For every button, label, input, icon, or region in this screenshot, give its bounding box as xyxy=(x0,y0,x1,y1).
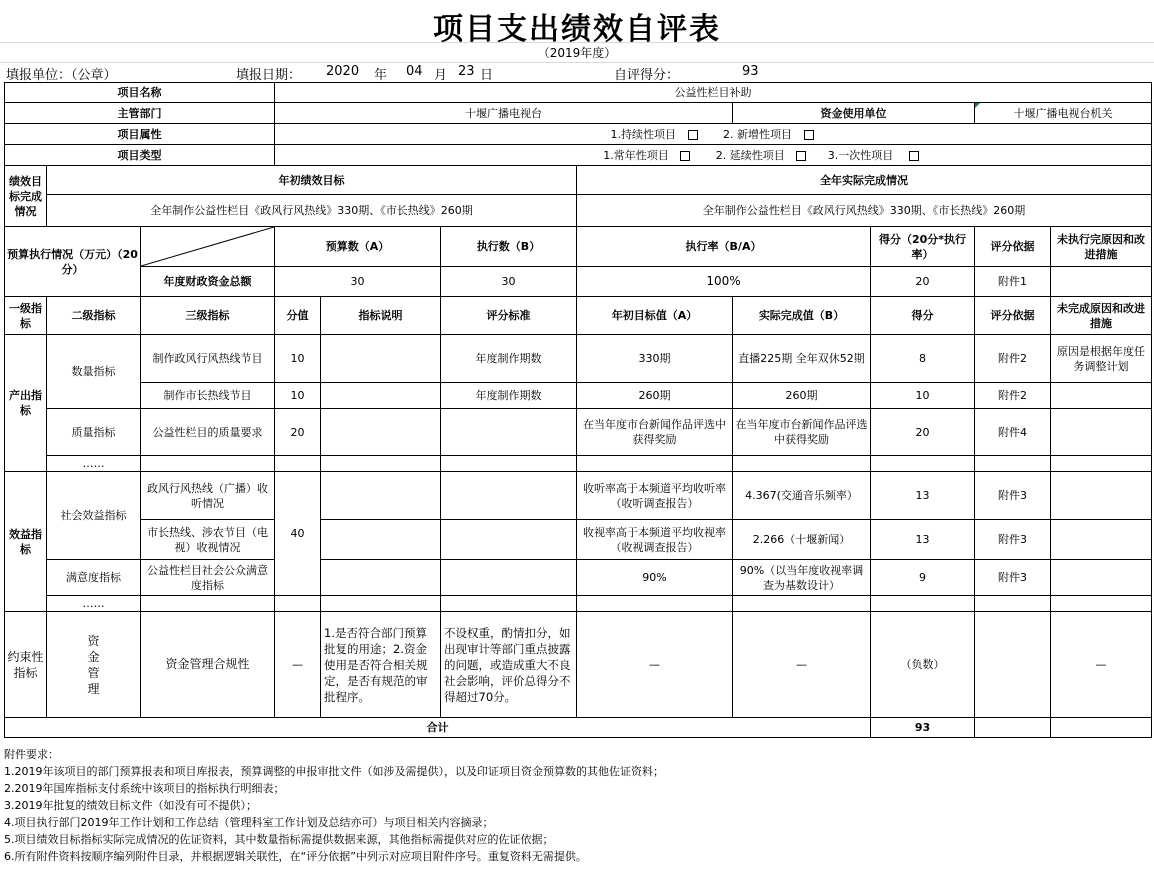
target-cell[interactable]: 在当年度市台新闻作品评选中获得奖励 xyxy=(577,409,733,456)
actual-cell[interactable]: 在当年度市台新闻作品评选中获得奖励 xyxy=(733,409,871,456)
project-name-label: 项目名称 xyxy=(5,83,275,103)
points-cell[interactable]: — xyxy=(275,612,321,718)
initial-goal-text[interactable]: 全年制作公益性栏目《政风行风热线》330期、《市长热线》260期 xyxy=(47,195,577,227)
budget-amount-value[interactable]: 30 xyxy=(275,267,441,297)
type-option-onetime: 3.一次性项目 xyxy=(827,148,894,162)
project-type-label: 项目类型 xyxy=(5,145,275,166)
basis-cell[interactable]: 附件3 xyxy=(975,520,1051,560)
total-reason-cell[interactable] xyxy=(1051,718,1152,738)
points-cell[interactable]: 40 xyxy=(275,472,321,596)
page-title: 项目支出绩效自评表 xyxy=(433,12,721,47)
standard-cell[interactable] xyxy=(441,472,577,520)
empty-cell[interactable] xyxy=(733,596,871,612)
goal-header-row xyxy=(5,166,1152,195)
basis-header: 评分依据 xyxy=(975,297,1051,335)
satisfaction-indicator-label: 满意度指标 xyxy=(47,560,141,596)
level3-cell[interactable]: 政风行风热线（广播）收听情况 xyxy=(141,472,275,520)
standard-header: 评分标准 xyxy=(441,297,577,335)
basis-cell[interactable] xyxy=(975,612,1051,718)
type-option-annual: 1.常年性项目 xyxy=(603,148,669,162)
empty-cell[interactable] xyxy=(275,456,321,472)
empty-cell[interactable] xyxy=(141,596,275,612)
basis-cell[interactable]: 附件2 xyxy=(975,335,1051,383)
attachment-notes xyxy=(4,746,664,865)
fund-unit-value-text: 十堰广播电视台机关 xyxy=(1013,106,1113,120)
actual-cell[interactable]: 2.266（十堰新闻） xyxy=(733,520,871,560)
fiscal-year: （2019年度） xyxy=(537,46,617,60)
basis-cell[interactable]: 附件3 xyxy=(975,472,1051,520)
executed-amount-header: 执行数（B） xyxy=(441,227,577,267)
execution-rate-value[interactable]: 100% xyxy=(577,267,871,297)
note-item: 2.2019年国库指标支付系统中该项目的指标执行明细表； xyxy=(4,782,285,795)
level3-cell[interactable]: 制作政风行风热线节目 xyxy=(141,335,275,383)
type-annual-checkbox[interactable] xyxy=(680,151,690,161)
score-cell[interactable]: 9 xyxy=(871,560,975,596)
fund-management-label: 资金管理 xyxy=(47,612,141,718)
total-row xyxy=(5,718,1152,738)
reason-cell[interactable] xyxy=(1051,560,1152,596)
actual-cell[interactable]: — xyxy=(733,612,871,718)
description-cell[interactable] xyxy=(321,520,441,560)
actual-completion-text[interactable]: 全年制作公益性栏目《政风行风热线》330期、《市长热线》260期 xyxy=(577,195,1152,227)
table-row xyxy=(5,335,1152,383)
table-row xyxy=(5,520,1152,560)
reason-cell[interactable] xyxy=(1051,520,1152,560)
actual-header: 实际完成值（B） xyxy=(733,297,871,335)
actual-cell[interactable]: 4.367(交通音乐频率） xyxy=(733,472,871,520)
date-month-unit: 月 xyxy=(434,68,448,83)
budget-basis-header: 评分依据 xyxy=(975,227,1051,267)
target-cell[interactable]: 收视率高于本频道平均收视率（收视调查报告） xyxy=(577,520,733,560)
empty-cell[interactable] xyxy=(321,596,441,612)
reason-header: 未完成原因和改进措施 xyxy=(1051,297,1152,335)
points-cell[interactable]: 10 xyxy=(275,383,321,409)
empty-cell[interactable] xyxy=(441,456,577,472)
attr-option-continuing: 1.持续性项目 xyxy=(610,127,677,141)
budget-score-value[interactable]: 20 xyxy=(871,267,975,297)
indicator-header-row xyxy=(5,297,1152,335)
attr-new-checkbox[interactable] xyxy=(804,130,814,140)
fund-unit-label xyxy=(733,103,975,124)
standard-cell[interactable] xyxy=(441,520,577,560)
empty-cell[interactable] xyxy=(1051,456,1152,472)
standard-cell[interactable] xyxy=(441,409,577,456)
annual-fund-total-label: 年度财政资金总额 xyxy=(141,267,275,297)
department-row xyxy=(5,103,1152,124)
budget-header-row xyxy=(5,227,1152,267)
table-row xyxy=(5,596,1152,612)
level3-cell[interactable]: 制作市长热线节目 xyxy=(141,383,275,409)
table-row xyxy=(5,612,1152,718)
points-header: 分值 xyxy=(275,297,321,335)
target-cell[interactable]: 90% xyxy=(577,560,733,596)
project-type-row xyxy=(5,145,1152,166)
table-row xyxy=(5,472,1152,520)
level3-cell[interactable]: 公益性栏目的质量要求 xyxy=(141,409,275,456)
score-header: 得分 xyxy=(871,297,975,335)
description-cell[interactable] xyxy=(321,335,441,383)
reason-cell[interactable] xyxy=(1051,409,1152,456)
budget-reason-value[interactable] xyxy=(1051,267,1152,297)
date-month: 04 xyxy=(406,64,423,79)
total-label: 合计 xyxy=(5,718,871,738)
budget-value-row xyxy=(5,267,1152,297)
diagonal-header-cell xyxy=(141,227,275,267)
table-row xyxy=(5,456,1152,472)
effect-ellipsis: …… xyxy=(47,596,141,612)
budget-reason-header: 未执行完原因和改进措施 xyxy=(1051,227,1152,267)
basis-cell[interactable]: 附件3 xyxy=(975,560,1051,596)
empty-cell[interactable] xyxy=(733,456,871,472)
target-cell[interactable]: 330期 xyxy=(577,335,733,383)
constraint-level1-label: 约束性指标 xyxy=(5,612,47,718)
level2-header: 二级指标 xyxy=(47,297,141,335)
sheet-gridline xyxy=(0,62,1154,63)
target-cell[interactable]: — xyxy=(577,612,733,718)
standard-cell[interactable]: 不设权重，酌情扣分，如出现审计等部门重点披露的问题，或造成重大不良社会影响，评价总得分不得超过70分。 xyxy=(441,612,577,718)
empty-cell[interactable] xyxy=(577,456,733,472)
empty-cell[interactable] xyxy=(871,596,975,612)
empty-cell[interactable] xyxy=(321,456,441,472)
score-cell[interactable]: 8 xyxy=(871,335,975,383)
effect-level1-label: 效益指标 xyxy=(5,472,47,612)
basis-cell[interactable]: 附件2 xyxy=(975,383,1051,409)
actual-cell[interactable]: 260期 xyxy=(733,383,871,409)
score-cell[interactable]: 20 xyxy=(871,409,975,456)
table-row xyxy=(5,383,1152,409)
actual-cell[interactable]: 90%（以当年度收视率调查为基数设计） xyxy=(733,560,871,596)
goal-content-row xyxy=(5,195,1152,227)
evaluation-table xyxy=(4,82,1152,738)
description-cell[interactable] xyxy=(321,472,441,520)
project-attribute-row xyxy=(5,124,1152,145)
note-item: 4.项目执行部门2019年工作计划和工作总结（管理科室工作计划及总结亦可）与项目相关内容摘录； xyxy=(4,816,494,829)
project-name-value[interactable]: 公益性栏目补助 xyxy=(275,83,1152,103)
description-cell[interactable]: 1.是否符合部门预算批复的用途；2.资金使用是否符合相关规定，是否有规范的审批程序。 xyxy=(321,612,441,718)
empty-cell[interactable] xyxy=(975,596,1051,612)
date-day: 23 xyxy=(458,64,475,79)
attr-continuing-checkbox[interactable] xyxy=(688,130,698,140)
date-year: 2020 xyxy=(326,64,360,79)
score-cell[interactable]: 13 xyxy=(871,520,975,560)
date-day-unit: 日 xyxy=(480,68,494,83)
score-cell[interactable]: （负数） xyxy=(871,612,975,718)
output-ellipsis: …… xyxy=(47,456,141,472)
goal-side-label: 绩效目标完成情况 xyxy=(5,166,47,227)
diagonal-line xyxy=(141,227,274,266)
standard-cell[interactable] xyxy=(441,560,577,596)
points-cell[interactable]: 20 xyxy=(275,409,321,456)
executed-amount-value[interactable]: 30 xyxy=(441,267,577,297)
reason-cell[interactable]: — xyxy=(1051,612,1152,718)
note-item: 1.2019年该项目的部门预算报表和项目库报表，预算调整的申报审批文件（如涉及需提供），以及印证项目资金预算数的其他佐证资料； xyxy=(4,765,664,778)
project-attribute-options xyxy=(275,124,1152,145)
description-cell[interactable] xyxy=(321,560,441,596)
project-type-options xyxy=(275,145,1152,166)
reporting-unit-label: 填报单位：（公章） xyxy=(6,68,117,83)
table-row xyxy=(5,560,1152,596)
comment-indicator-icon xyxy=(975,103,980,108)
budget-execution-label: 预算执行情况（万元）（20分） xyxy=(5,227,141,297)
reason-cell[interactable] xyxy=(1051,472,1152,520)
date-year-unit: 年 xyxy=(374,68,388,83)
note-item: 5.项目绩效目标指标实际完成情况的佐证资料，其中数量指标需提供数据来源，其他指标需提供对应的佐证依据； xyxy=(4,833,554,846)
empty-cell[interactable] xyxy=(441,596,577,612)
score-cell[interactable]: 13 xyxy=(871,472,975,520)
self-score-value: 93 xyxy=(742,64,759,79)
quantity-indicator-label: 数量指标 xyxy=(47,335,141,409)
level3-cell[interactable]: 市长热线、涉农节目（电视）收视情况 xyxy=(141,520,275,560)
budget-score-header: 得分（20分*执行率） xyxy=(871,227,975,267)
type-extended-checkbox[interactable] xyxy=(796,151,806,161)
score-cell[interactable]: 10 xyxy=(871,383,975,409)
actual-completion-header: 全年实际完成情况 xyxy=(577,166,1152,195)
description-cell[interactable] xyxy=(321,409,441,456)
target-header: 年初目标值（A） xyxy=(577,297,733,335)
target-cell[interactable]: 260期 xyxy=(577,383,733,409)
note-item: 3.2019年批复的绩效目标文件（如没有可不提供）； xyxy=(4,799,257,812)
note-item: 6.所有附件资料按顺序编列附件目录，并根据逻辑关联性，在“评分依据”中列示对应项目附件序号。重复资料无需提供。 xyxy=(4,850,587,863)
empty-cell[interactable] xyxy=(871,456,975,472)
reason-cell[interactable] xyxy=(1051,383,1152,409)
level1-header: 一级指标 xyxy=(5,297,47,335)
quality-indicator-label: 质量指标 xyxy=(47,409,141,456)
department-label: 主管部门 xyxy=(5,103,275,124)
type-onetime-checkbox[interactable] xyxy=(909,151,919,161)
description-header: 指标说明 xyxy=(321,297,441,335)
table-row xyxy=(5,409,1152,456)
initial-goal-header: 年初绩效目标 xyxy=(47,166,577,195)
empty-cell[interactable] xyxy=(975,456,1051,472)
empty-cell[interactable] xyxy=(141,456,275,472)
fund-unit-label-text: 资金使用单位 xyxy=(820,106,887,120)
target-cell[interactable]: 收听率高于本频道平均收听率（收听调查报告） xyxy=(577,472,733,520)
reporting-date-label: 填报日期： xyxy=(236,68,302,83)
level3-cell[interactable]: 公益性栏目社会公众满意度指标 xyxy=(141,560,275,596)
fund-unit-value[interactable] xyxy=(975,103,1152,124)
empty-cell[interactable] xyxy=(275,596,321,612)
department-value[interactable]: 十堰广播电视台 xyxy=(275,103,733,124)
social-benefit-label: 社会效益指标 xyxy=(47,472,141,560)
standard-cell[interactable]: 年度制作期数 xyxy=(441,383,577,409)
type-option-extended: 2. 延续性项目 xyxy=(715,148,785,162)
level3-cell[interactable]: 资金管理合规性 xyxy=(141,612,275,718)
execution-rate-header: 执行率（B/A） xyxy=(577,227,871,267)
project-attribute-label: 项目属性 xyxy=(5,124,275,145)
empty-cell[interactable] xyxy=(577,596,733,612)
total-value[interactable]: 93 xyxy=(871,718,975,738)
description-cell[interactable] xyxy=(321,383,441,409)
points-cell[interactable]: 10 xyxy=(275,335,321,383)
output-level1-label: 产出指标 xyxy=(5,335,47,472)
budget-basis-value[interactable]: 附件1 xyxy=(975,267,1051,297)
total-basis-cell[interactable] xyxy=(975,718,1051,738)
basis-cell[interactable]: 附件4 xyxy=(975,409,1051,456)
reason-cell[interactable]: 原因是根据年度任务调整计划 xyxy=(1051,335,1152,383)
standard-cell[interactable]: 年度制作期数 xyxy=(441,335,577,383)
budget-amount-header: 预算数（A） xyxy=(275,227,441,267)
self-score-label: 自评得分： xyxy=(614,68,680,83)
project-name-row xyxy=(5,83,1152,103)
actual-cell[interactable]: 直播225期 全年双休52期 xyxy=(733,335,871,383)
empty-cell[interactable] xyxy=(1051,596,1152,612)
notes-title: 附件要求： xyxy=(4,748,59,761)
attr-option-new: 2. 新增性项目 xyxy=(723,127,793,141)
level3-header: 三级指标 xyxy=(141,297,275,335)
